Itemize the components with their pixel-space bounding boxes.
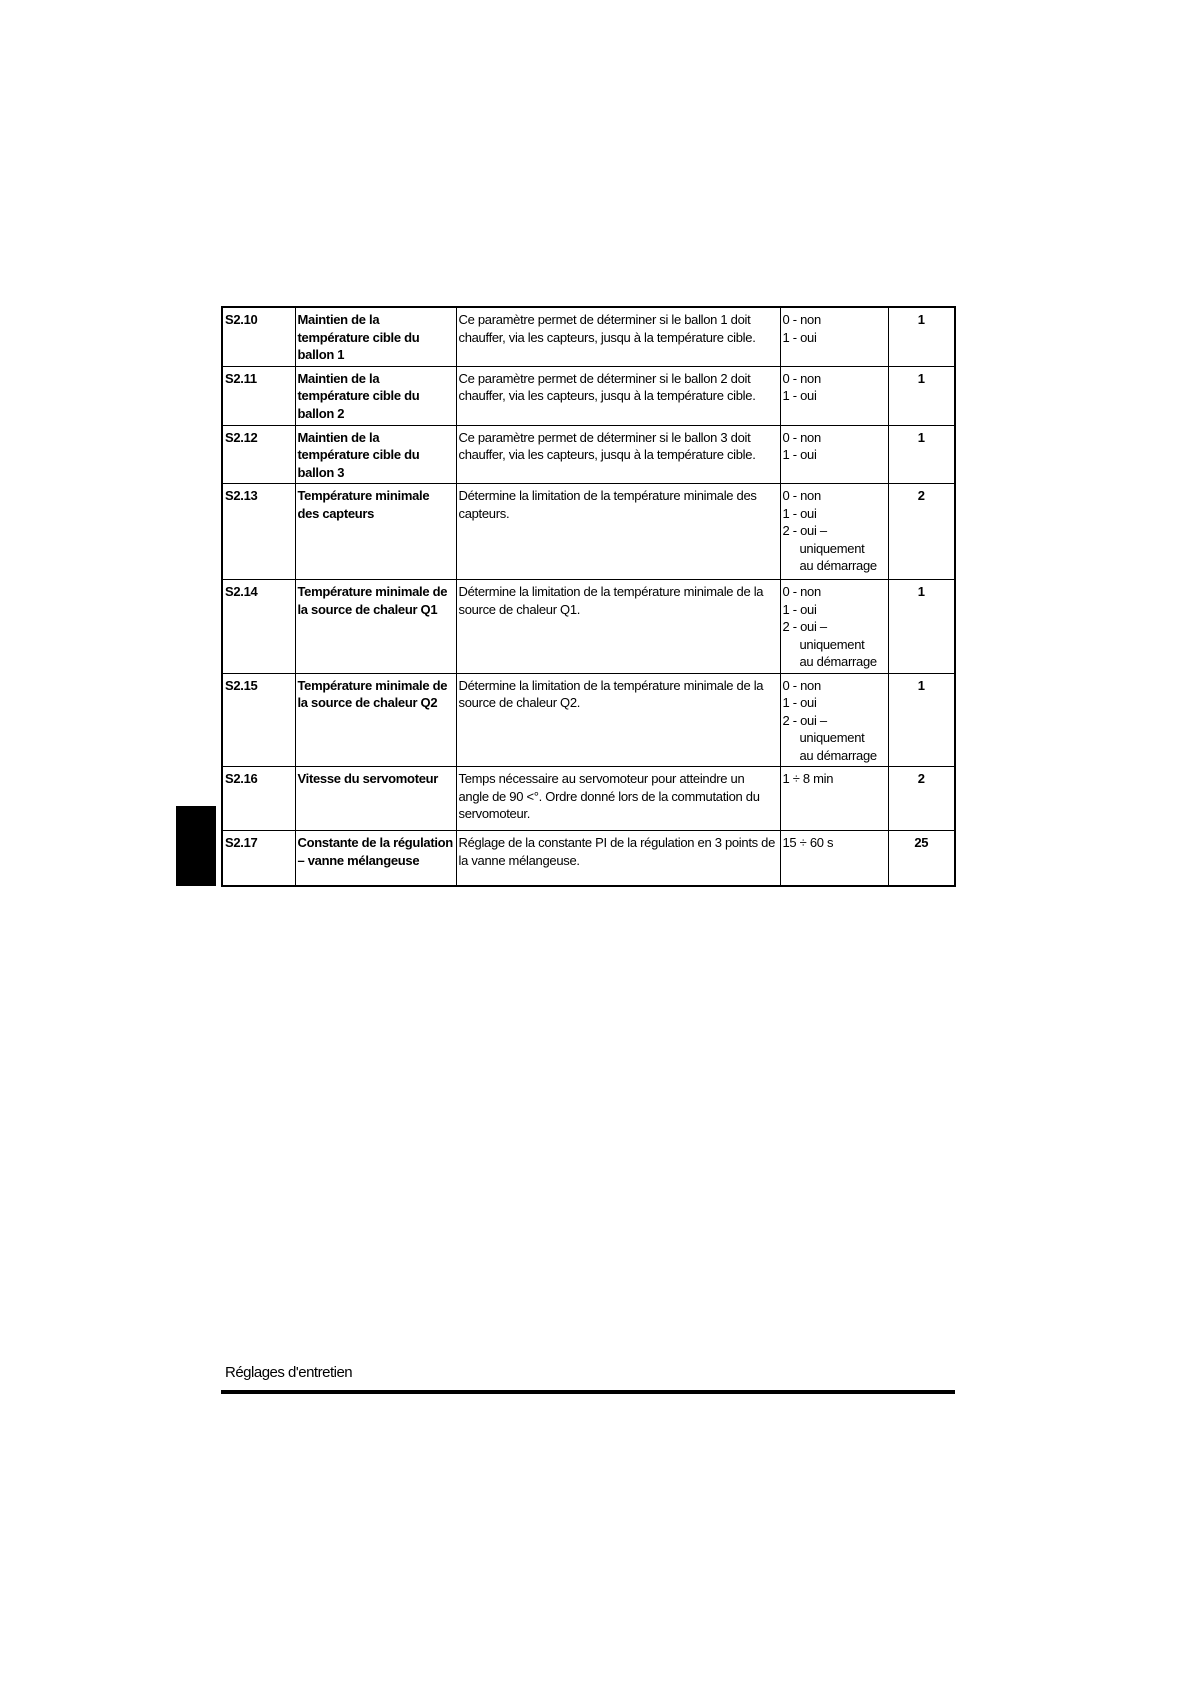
param-description: Ce paramètre permet de déterminer si le ballon 1 doit chauffer, via les capteurs, jusqu à la température cible. [456, 307, 780, 366]
param-default: 25 [888, 831, 955, 886]
param-value-option: 0 - non [782, 584, 821, 599]
table-row [222, 366, 955, 425]
param-value-option: uniquement [799, 730, 865, 745]
param-values [780, 366, 888, 425]
table-row [222, 767, 955, 831]
param-value-option: 0 - non [782, 370, 821, 386]
table-row [222, 425, 955, 484]
param-values [780, 673, 888, 767]
param-value-option: 1 - oui [782, 601, 817, 617]
param-name: Vitesse du servomoteur [295, 767, 456, 831]
param-name: Maintien de la température cible du ballon 1 [295, 307, 456, 366]
param-default: 1 [888, 307, 955, 366]
param-code: S2.12 [222, 425, 295, 484]
param-value-option: 2 - oui – [782, 523, 827, 538]
table-row [222, 831, 955, 886]
param-default: 2 [888, 767, 955, 831]
param-description: Réglage de la constante PI de la régulation en 3 points de la vanne mélangeuse. [456, 831, 780, 886]
param-code: S2.13 [222, 484, 295, 580]
param-value-option: 0 - non [782, 312, 821, 327]
table-row [222, 673, 955, 767]
param-value-option: au démarrage [799, 747, 877, 763]
param-name: Température minimale des capteurs [295, 484, 456, 580]
param-value-option: 1 - oui [782, 329, 817, 345]
footer-section-label: Réglages d'entretien [225, 1364, 353, 1381]
param-value-option: 2 - oui – [782, 619, 827, 634]
param-code: S2.17 [222, 831, 295, 886]
param-name: Constante de la régulation – vanne mélangeuse [295, 831, 456, 886]
param-values [780, 831, 888, 886]
param-value-option: 1 - oui [782, 447, 817, 462]
param-description: Détermine la limitation de la température minimale de la source de chaleur Q2. [456, 673, 780, 767]
param-value-option: 0 - non [782, 488, 821, 503]
param-value-option: au démarrage [799, 558, 877, 573]
param-values [780, 307, 888, 366]
param-value-option: 0 - non [782, 429, 821, 445]
footer-divider [221, 1390, 955, 1394]
param-code: S2.11 [222, 366, 295, 425]
param-name: Température minimale de la source de chaleur Q2 [295, 673, 456, 767]
table-row [222, 580, 955, 674]
param-values [780, 580, 888, 674]
param-name: Température minimale de la source de chaleur Q1 [295, 580, 456, 674]
param-default: 1 [888, 673, 955, 767]
param-value-option: 1 - oui [782, 388, 817, 403]
param-description: Temps nécessaire au servomoteur pour atteindre un angle de 90 <°. Ordre donné lors de la commutation du servomoteur. [456, 767, 780, 831]
param-value-option: 15 ÷ 60 s [782, 835, 834, 850]
param-value-option: 1 ÷ 8 min [782, 771, 834, 786]
param-value-option: uniquement [799, 636, 865, 652]
param-value-option: 0 - non [782, 677, 821, 693]
param-values [780, 767, 888, 831]
param-value-option: 1 - oui [782, 505, 817, 521]
parameters-table [221, 306, 956, 887]
param-name: Maintien de la température cible du ballon 3 [295, 425, 456, 484]
table-row [222, 484, 955, 580]
param-code: S2.15 [222, 673, 295, 767]
param-description: Ce paramètre permet de déterminer si le ballon 3 doit chauffer, via les capteurs, jusqu à la température cible. [456, 425, 780, 484]
param-value-option: uniquement [799, 540, 865, 556]
param-description: Détermine la limitation de la température minimale des capteurs. [456, 484, 780, 580]
table-row [222, 307, 955, 366]
param-code: S2.16 [222, 767, 295, 831]
param-default: 1 [888, 580, 955, 674]
param-default: 2 [888, 484, 955, 580]
param-values [780, 425, 888, 484]
param-name: Maintien de la température cible du ballon 2 [295, 366, 456, 425]
param-value-option: 1 - oui [782, 695, 817, 710]
section-tab-marker [176, 806, 216, 886]
param-value-option: au démarrage [799, 654, 877, 669]
param-code: S2.14 [222, 580, 295, 674]
param-value-option: 2 - oui – [782, 712, 827, 728]
param-values [780, 484, 888, 580]
param-default: 1 [888, 425, 955, 484]
param-default: 1 [888, 366, 955, 425]
param-description: Détermine la limitation de la température minimale de la source de chaleur Q1. [456, 580, 780, 674]
param-code: S2.10 [222, 307, 295, 366]
param-description: Ce paramètre permet de déterminer si le ballon 2 doit chauffer, via les capteurs, jusqu à la température cible. [456, 366, 780, 425]
